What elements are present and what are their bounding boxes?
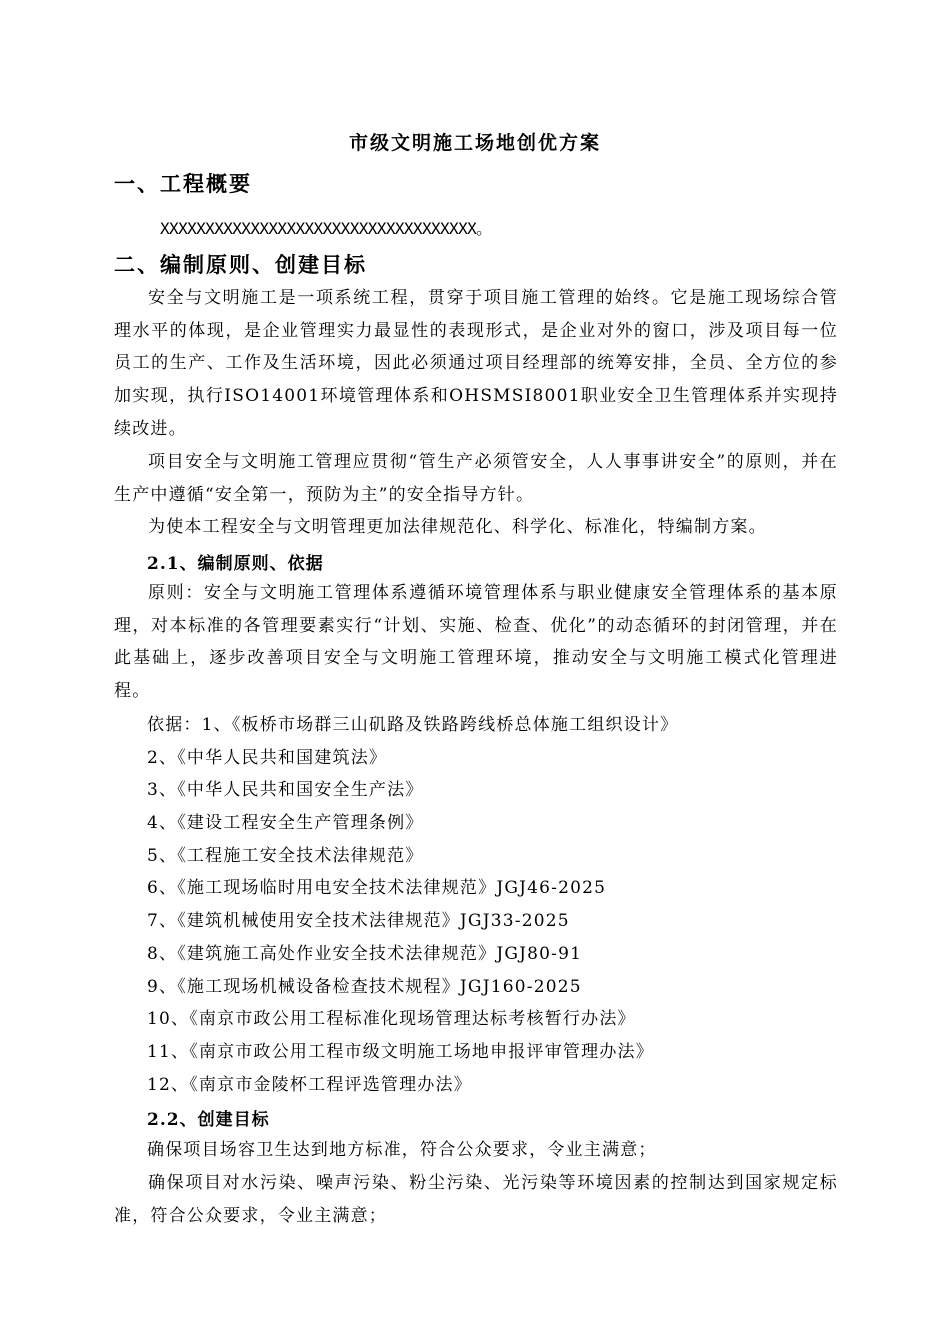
basis-list bbox=[147, 709, 678, 1101]
purpose-paragraph: 为使本工程安全与文明管理更加法律规范化、科学化、标准化，特编制方案。 bbox=[148, 517, 767, 537]
principle-paragraph: 原则：安全与文明施工管理体系遵循环境管理体系与职业健康安全管理体系的基本原理，对本标准的各管理要素实行“计划、实施、检查、优化”的动态循环的封闭管理，并在此基础上，逐步改善项目安全与文明施工管理环境，推动安全与文明施工模式化管理进程。 bbox=[114, 583, 838, 702]
document-title: 市级文明施工场地创优方案 bbox=[348, 132, 601, 154]
basis-item: 9、《施工现场机械设备检查技术规程》JGJ160-2025 bbox=[147, 976, 582, 997]
intro-paragraph: 安全与文明施工是一项系统工程，贯穿于项目施工管理的始终。它是施工现场综合管理水平的体现，是企业管理实力最显性的表现形式，是企业对外的窗口，涉及项目每一位员工的生产、工作及生活环境，因此必须通过项目经理部的统筹安排，全员、全方位的参加实现，执行ISO14001环境管理体系和OHSMSI8001职业安全卫生管理体系并实现持续改进。 bbox=[114, 288, 838, 439]
basis-item: 8、《建筑施工高处作业安全技术法律规范》JGJ80-91 bbox=[147, 943, 583, 964]
subsection-2-2-heading: 2.2、创建目标 bbox=[147, 1110, 270, 1130]
basis-item: 11、《南京市政公用工程市级文明施工场地申报评审管理办法》 bbox=[147, 1041, 654, 1062]
section-2-heading: 二、编制原则、创建目标 bbox=[114, 252, 367, 277]
section-1-heading: 一、工程概要 bbox=[114, 171, 252, 196]
basis-item: 12、《南京市金陵杯工程评选管理办法》 bbox=[147, 1074, 472, 1095]
basis-item: 10、《南京市政公用工程标准化现场管理达标考核暂行办法》 bbox=[147, 1009, 636, 1030]
goal-1: 确保项目场容卫生达到地方标准，符合公众要求，令业主满意； bbox=[147, 1140, 657, 1160]
basis-item: 2、《中华人民共和国建筑法》 bbox=[147, 747, 388, 768]
basis-item: 4、《建设工程安全生产管理条例》 bbox=[147, 813, 424, 834]
basis-item: 5、《工程施工安全技术法律规范》 bbox=[147, 845, 424, 866]
section-1-content: XXXXXXXXXXXXXXXXXXXXXXXXXXXXXXXXXXX。 bbox=[160, 219, 492, 238]
basis-item: 7、《建筑机械使用安全技术法律规范》JGJ33-2025 bbox=[147, 911, 570, 932]
policy-paragraph: 项目安全与文明施工管理应贯彻“管生产必须管安全，人人事事讲安全”的原则，并在生产中遵循“安全第一，预防为主”的安全指导方针。 bbox=[114, 452, 838, 505]
basis-item: 依据：1、《板桥市场群三山矶路及铁路跨线桥总体施工组织设计》 bbox=[147, 715, 679, 735]
basis-item: 3、《中华人民共和国安全生产法》 bbox=[147, 780, 424, 801]
basis-item: 6、《施工现场临时用电安全技术法律规范》JGJ46-2025 bbox=[147, 878, 607, 899]
subsection-2-1-heading: 2.1、编制原则、依据 bbox=[147, 554, 324, 574]
goal-2: 确保项目对水污染、噪声污染、粉尘污染、光污染等环境因素的控制达到国家规定标准，符合公众要求，令业主满意； bbox=[114, 1173, 838, 1226]
